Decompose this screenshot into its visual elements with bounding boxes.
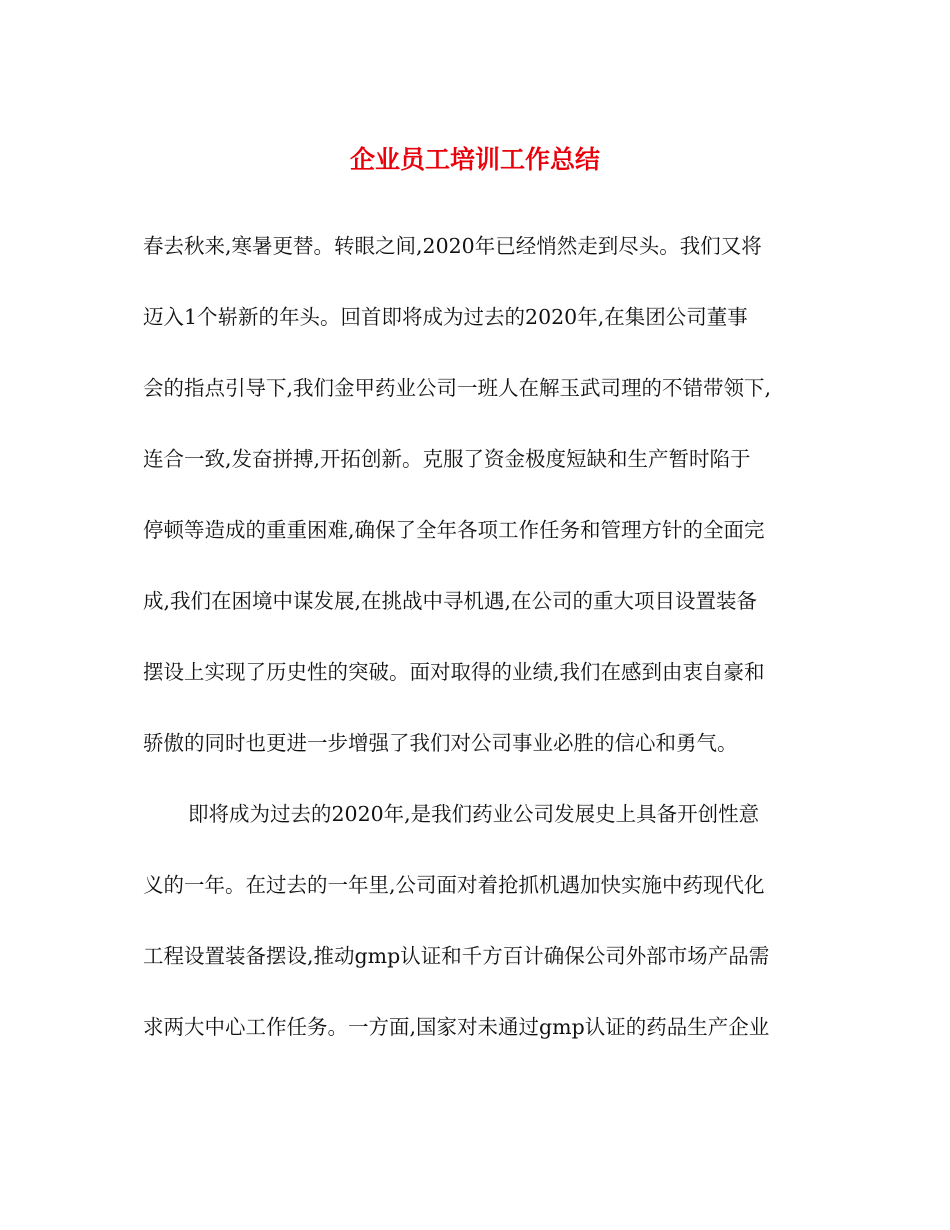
paragraph-2-line-2: 义的一年。在过去的一年里,公司面对着抢抓机遇加快实施中药现代化 — [143, 873, 765, 897]
paragraph-1-line-4: 连合一致,发奋拼搏,开拓创新。克服了资金极度短缺和生产暂时陷于 — [143, 447, 751, 471]
paragraph-1-line-3: 会的指点引导下,我们金甲药业公司一班人在解玉武司理的不错带领下, — [143, 376, 772, 400]
paragraph-1-line-6: 成,我们在困境中谋发展,在挑战中寻机遇,在公司的重大项目设置装备 — [143, 589, 758, 613]
paragraph-1-line-8: 骄傲的同时也更进一步增强了我们对公司事业必胜的信心和勇气。 — [143, 731, 738, 755]
paragraph-2-line-1: 即将成为过去的2020年,是我们药业公司发展史上具备开创性意 — [188, 802, 760, 826]
paragraph-2-line-3: 工程设置装备摆设,推动gmp认证和千方百计确保公司外部市场产品需 — [143, 944, 770, 968]
paragraph-1-line-1: 春去秋来,寒暑更替。转眼之间,2020年已经悄然走到尽头。我们又将 — [143, 234, 762, 258]
paragraph-1-line-7: 摆设上实现了历史性的突破。面对取得的业绩,我们在感到由衷自豪和 — [143, 660, 765, 684]
paragraph-2-line-4: 求两大中心工作任务。一方面,国家对未通过gmp认证的药品生产企业 — [143, 1015, 770, 1039]
document-title: 企业员工培训工作总结 — [349, 145, 600, 174]
paragraph-1-line-5: 停顿等造成的重重困难,确保了全年各项工作任务和管理方针的全面完 — [143, 518, 765, 542]
paragraph-1-line-2: 迈入1个崭新的年头。回首即将成为过去的2020年,在集团公司董事 — [143, 305, 748, 329]
